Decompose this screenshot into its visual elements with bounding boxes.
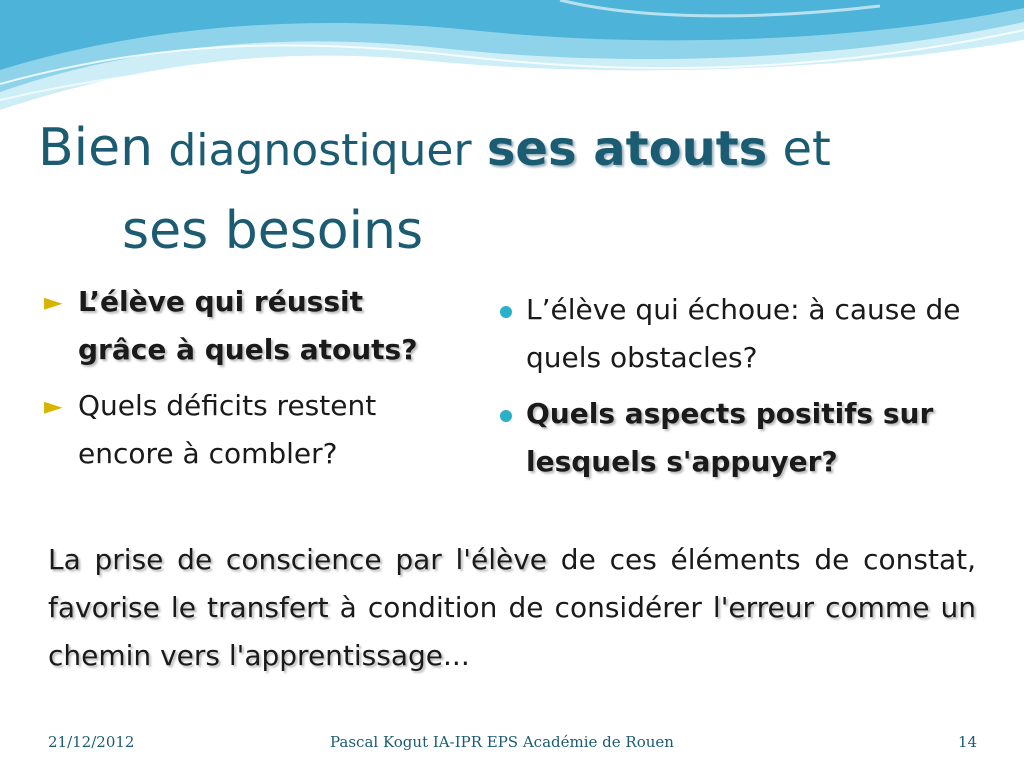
- footer-author: Pascal Kogut IA-IPR EPS Académie de Rouen: [330, 733, 674, 751]
- header-wave-decoration: [0, 0, 1024, 120]
- dot-bullet-icon: [500, 306, 512, 318]
- left-bullet-item: [44, 278, 444, 374]
- title-line-2: ses besoins: [122, 201, 424, 261]
- paragraph-highlight-3: l'erreur comme un chemin vers l'apprentissage: [48, 591, 976, 672]
- conclusion-paragraph: [48, 536, 976, 680]
- right-bullet-item: [492, 390, 972, 486]
- arrow-bullet-icon: ►: [44, 288, 63, 316]
- right-column: [492, 286, 972, 486]
- title-part-et: et: [782, 121, 831, 177]
- footer-page-number: 14: [958, 733, 978, 751]
- left-bullet-item: [44, 382, 444, 478]
- paragraph-text-2: à condition de considérer: [328, 591, 713, 624]
- left-item-text: L’élève qui réussit grâce à quels atouts?: [78, 285, 418, 366]
- right-bullet-item: [492, 286, 972, 382]
- paragraph-highlight-2: favorise le transfert: [48, 591, 329, 624]
- right-item-text: Quels aspects positifs sur lesquels s'appuyer?: [526, 397, 934, 478]
- title-part-diagnostiquer: diagnostiquer: [168, 125, 472, 176]
- footer-date: 21/12/2012: [48, 733, 135, 751]
- right-item-text: L’élève qui échoue: à cause de quels obstacles?: [526, 293, 961, 374]
- slide-title: [38, 108, 998, 271]
- dot-bullet-icon: [500, 410, 512, 422]
- paragraph-highlight-1: La prise de conscience par l'élève: [48, 543, 548, 576]
- paragraph-text-1: de ces éléments de constat,: [547, 543, 976, 576]
- arrow-bullet-icon: ►: [44, 392, 63, 420]
- left-column: [44, 278, 444, 478]
- paragraph-ellipsis: ...: [443, 639, 470, 672]
- title-part-ses-atouts: ses atouts: [486, 121, 768, 177]
- left-item-text: Quels déficits restent encore à combler?: [78, 389, 377, 470]
- title-part-bien: Bien: [38, 118, 154, 178]
